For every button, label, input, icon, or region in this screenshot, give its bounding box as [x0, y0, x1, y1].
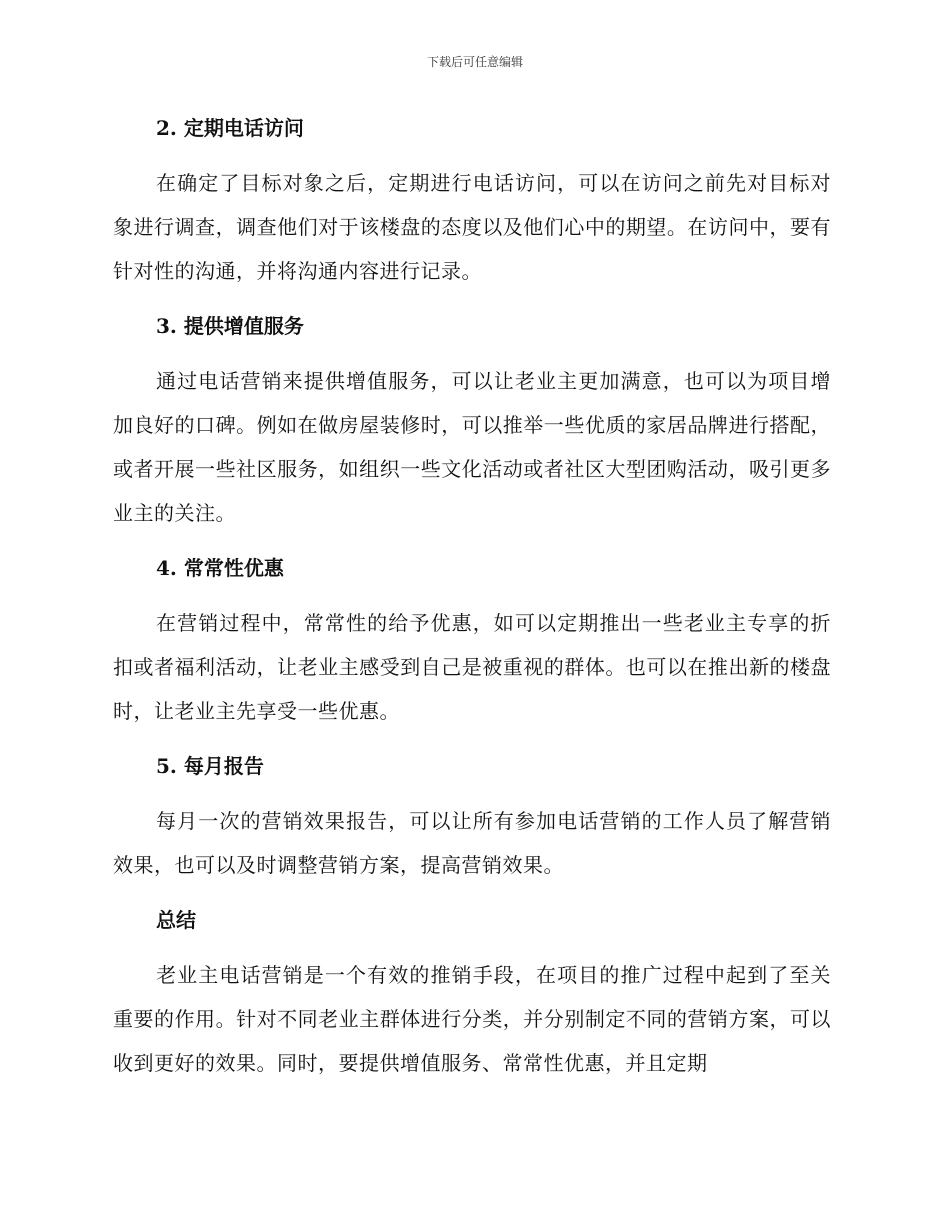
section-monthly-report [113, 744, 831, 887]
section-paragraph: 在营销过程中，常常性的给予优惠，如可以定期推出一些老业主专享的折扣或者福利活动，让老业主感受到自己是被重视的群体。也可以在推出新的楼盘时，让老业主先享受一些优惠。 [113, 611, 831, 723]
section-value-added-services [113, 304, 831, 535]
section-heading: 2. 定期电话访问 [156, 116, 304, 140]
section-paragraph: 通过电话营销来提供增值服务，可以让老业主更加满意，也可以为项目增加良好的口碑。例如在做房屋装修时，可以推举一些优质的家居品牌进行搭配，或者开展一些社区服务，如组织一些文化活动或者社区大型团购活动，吸引更多业主的关注。 [113, 369, 831, 525]
page-header: 下载后可任意编辑 [426, 55, 523, 69]
section-heading: 4. 常常性优惠 [156, 556, 284, 580]
section-paragraph: 每月一次的营销效果报告，可以让所有参加电话营销的工作人员了解营销效果，也可以及时调整营销方案，提高营销效果。 [113, 809, 831, 877]
section-regular-discounts [113, 546, 831, 733]
section-summary [113, 898, 831, 1085]
section-paragraph: 老业主电话营销是一个有效的推销手段，在项目的推广过程中起到了至关重要的作用。针对不同老业主群体进行分类，并分别制定不同的营销方案，可以收到更好的效果。同时，要提供增值服务、常常性优惠，并且定期 [113, 963, 831, 1075]
section-heading: 总结 [156, 908, 196, 932]
section-heading: 5. 每月报告 [156, 754, 264, 778]
section-phone-visits [113, 106, 831, 293]
section-heading: 3. 提供增值服务 [156, 314, 304, 338]
section-paragraph: 在确定了目标对象之后，定期进行电话访问，可以在访问之前先对目标对象进行调查，调查他们对于该楼盘的态度以及他们心中的期望。在访问中，要有针对性的沟通，并将沟通内容进行记录。 [113, 171, 831, 283]
document-body [113, 106, 831, 1096]
